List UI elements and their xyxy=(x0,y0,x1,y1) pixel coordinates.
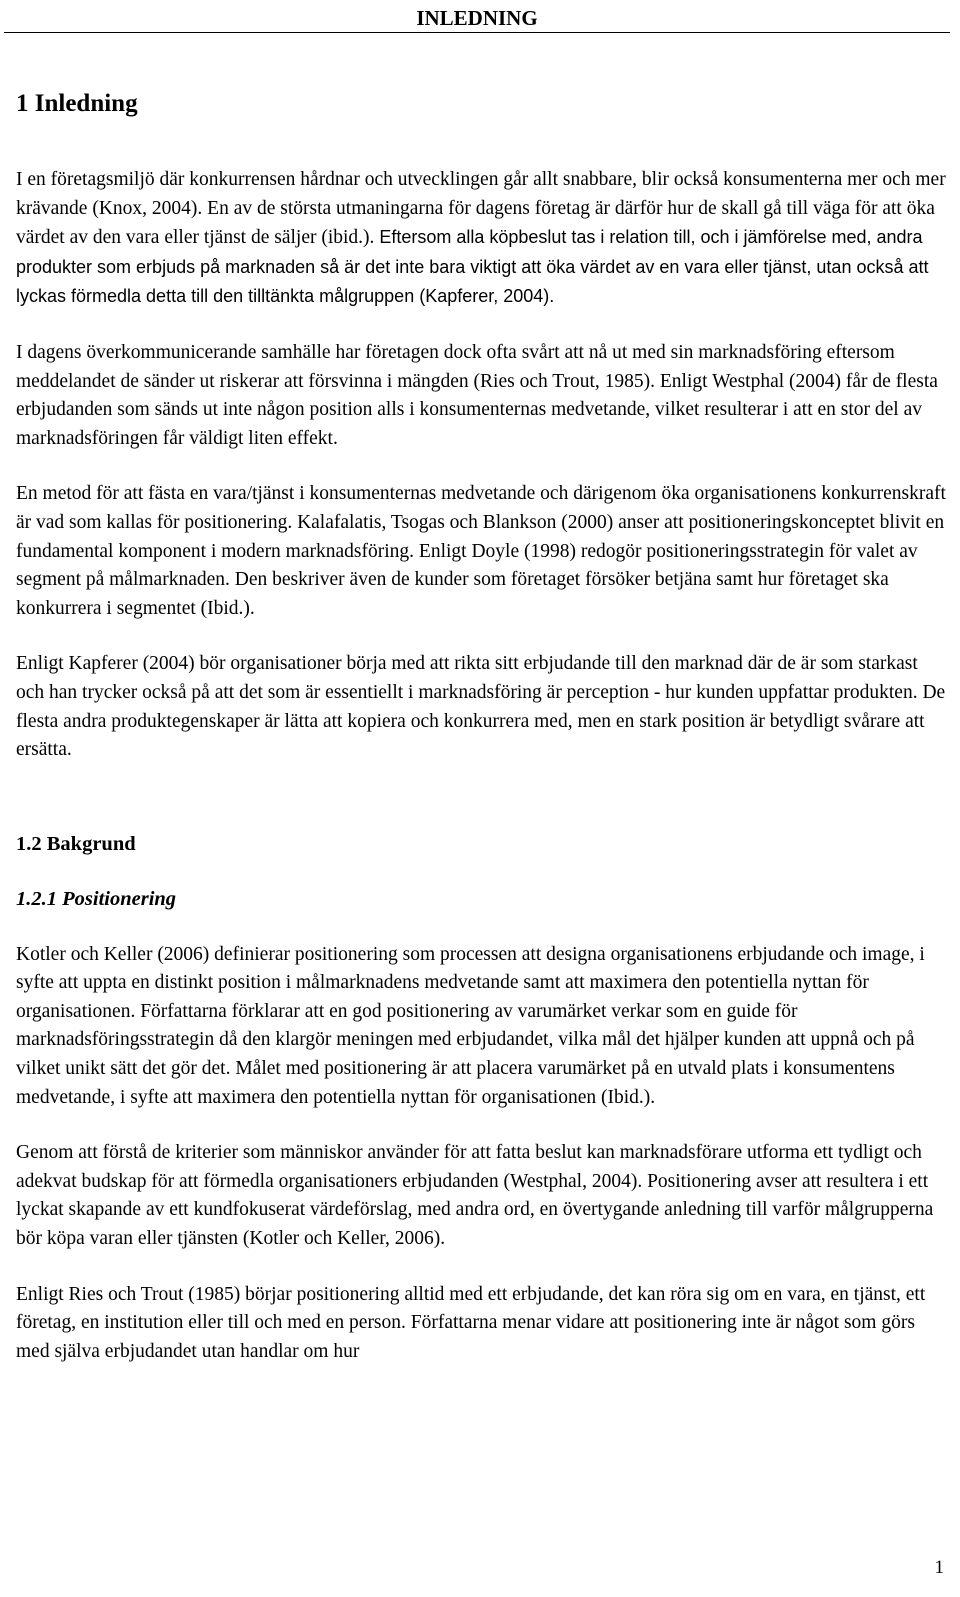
paragraph-intro-4: Enligt Kapferer (2004) bör organisationer börja med att rikta sitt erbjudande till den marknad där de är som starkast och han trycker också på att det som är essentiellt i marknadsföring är perception - hur kunden uppfattar produkten. De flesta andra produktegenskaper är lätta att kopiera och konkurrera med, men en stark position är betydligt svårare att ersätta. xyxy=(16,653,946,761)
page-number: 1 xyxy=(934,1557,944,1578)
paragraph-intro-2: I dagens överkommunicerande samhälle har företagen dock ofta svårt att nå ut med sin marknadsföring eftersom meddelandet de sänder ut riskerar att försvinna i mängden (Ries och Trout, 1985). Enligt Westphal (2004) får de flesta erbjudanden som sänds ut inte någon position alls i konsumenternas medvetande, vilket resulterar i att en stor del av marknadsföringen får väldigt liten effekt. xyxy=(16,341,938,449)
paragraph-intro-1-serif: I en företagsmiljö där konkurrensen hårdnar och utvecklingen går allt snabbare, blir också konsumenterna mer och mer krävande (Knox, 2004). En av de största utmaningarna för dagens företag är därför hur de skall gå till väga för att öka värdet av den vara eller tjänst de sälјer (ibid.). xyxy=(16,169,946,249)
section-heading: 1.2 Bakgrund xyxy=(16,832,136,855)
paragraph-intro-1-sans: Eftersom alla köpbeslut tas i relation till, och i jämförelse med, andra produkter som erbjuds på marknaden så är det inte bara viktigt att öka värdet av en vara eller tjänst, utan också att lyckas förmedla detta till den tilltänkta målgruppen (Kapferer, 2004). xyxy=(16,227,929,307)
running-header: INLEDNING xyxy=(416,6,538,30)
paragraph-positioning-3: Enligt Ries och Trout (1985) börjar positionering alltid med ett erbjudande, det kan röra sig om en vara, en tjänst, ett företag, en institution eller till och med en person. Författarna menar vidare att positionering inte är något som görs med själva erbjudandet utan handlar om hur xyxy=(16,1283,926,1362)
paragraph-intro-3: En metod för att fästa en vara/tjänst i konsumenternas medvetande och därigenom öka organisationens konkurrenskraft är vad som kallas för positionering. Kalafalatis, Tsogas och Blankson (2000) anser att positioneringskonceptet blivit en fundamental komponent i modern marknadsföring. Enligt Doyle (1998) redogör positioneringsstrategin för valet av segment på målmarknaden. Den beskriver även de kunder som företaget försöker betjäna samt hur företaget ska konkurrera i segmentet (Ibid.). xyxy=(16,483,946,619)
paragraph-positioning-1: Kotler och Keller (2006) definierar positionering som processen att designa organisationens erbjudande och image, i syfte att uppta en distinkt position i målmarknadens medvetande samt att maximera den potentiella nyttan för organisationen. Författarna förklarar att en god positionering av varumärket verkar som en guide för marknadsföringsstrategin då den klargör meningen med erbjudandet, vilka mål det hjälper kunden att uppnå och på vilket unikt sätt det gör det. Målet med positionering är att placera varumärket på en utvald plats i konsumentens medvetande, i syfte att maximera den potentiella nyttan för organisationen (Ibid.). xyxy=(16,943,925,1108)
header-divider xyxy=(4,32,950,33)
page-body xyxy=(16,84,946,1393)
subsection-heading: 1.2.1 Positionering xyxy=(16,887,177,910)
paragraph-positioning-2: Genom att förstå de kriterier som människor använder för att fatta beslut kan marknadsförare utforma ett tydligt och adekvat budskap för att förmedla organisationers erbjudanden (Westphal, 2004). Positionering avser att resultera i ett lyckat skapande av ett kundfokuserat värdeförslag, med andra ord, en övertygande anledning till varför målgrupperna bör köpa varan eller tjänsten (Kotler och Keller, 2006). xyxy=(16,1142,934,1250)
paragraph-intro-1 xyxy=(16,166,946,312)
chapter-heading: 1 Inledning xyxy=(16,90,138,117)
